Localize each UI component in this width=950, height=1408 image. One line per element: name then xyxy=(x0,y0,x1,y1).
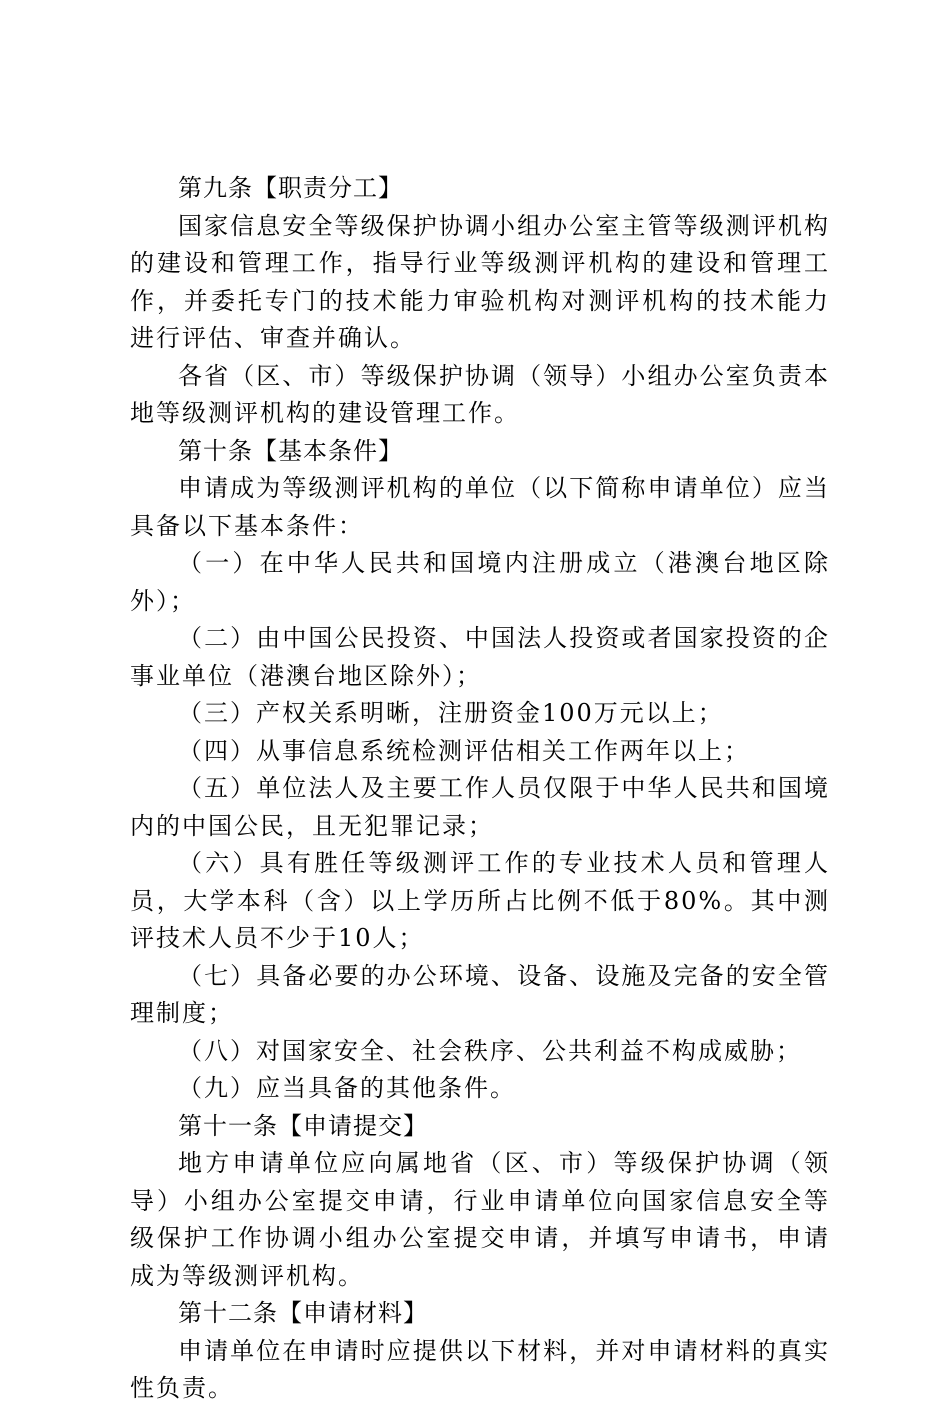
article-9-paragraph-1: 国家信息安全等级保护协调小组办公室主管等级测评机构的建设和管理工作，指导行业等级测评机构的建设和管理工作，并委托专门的技术能力审验机构对测评机构的技术能力进行评估、审查并确认。 xyxy=(130,211,830,352)
condition-item-6: （六）具有胜任等级测评工作的专业技术人员和管理人员，大学本科（含）以上学历所占比例不低于80%。其中测评技术人员不少于10人； xyxy=(130,849,830,952)
article-9-heading: 第九条【职责分工】 xyxy=(178,174,403,202)
condition-item-7: （七）具备必要的办公环境、设备、设施及完备的安全管理制度； xyxy=(130,961,830,1027)
article-9-paragraph-2: 各省（区、市）等级保护协调（领导）小组办公室负责本地等级测评机构的建设管理工作。 xyxy=(130,361,830,427)
article-10-heading: 第十条【基本条件】 xyxy=(178,436,403,465)
condition-item-1: （一）在中华人民共和国境内注册成立（港澳台地区除外）； xyxy=(130,549,830,615)
condition-item-8: （八）对国家安全、社会秩序、公共利益不构成威胁； xyxy=(178,1036,802,1065)
article-10-intro: 申请成为等级测评机构的单位（以下简称申请单位）应当具备以下基本条件： xyxy=(130,474,830,540)
condition-item-2: （二）由中国公民投资、中国法人投资或者国家投资的企事业单位（港澳台地区除外）； xyxy=(130,624,830,690)
condition-item-9: （九）应当具备的其他条件。 xyxy=(178,1074,516,1102)
article-11-paragraph: 地方申请单位应向属地省（区、市）等级保护协调（领导）小组办公室提交申请，行业申请单位向国家信息安全等级保护工作协调小组办公室提交申请，并填写申请书，申请成为等级测评机构。 xyxy=(130,1149,830,1290)
article-12-heading: 第十二条【申请材料】 xyxy=(178,1299,428,1327)
condition-item-4: （四）从事信息系统检测评估相关工作两年以上； xyxy=(178,736,750,765)
condition-item-5: （五）单位法人及主要工作人员仅限于中华人民共和国境内的中国公民，且无犯罪记录； xyxy=(130,774,830,840)
article-12-paragraph: 申请单位在申请时应提供以下材料，并对申请材料的真实性负责。 xyxy=(130,1336,830,1402)
document-body xyxy=(130,170,830,1408)
article-11-heading: 第十一条【申请提交】 xyxy=(178,1111,428,1140)
condition-item-3: （三）产权关系明晰，注册资金100万元以上； xyxy=(178,699,724,727)
